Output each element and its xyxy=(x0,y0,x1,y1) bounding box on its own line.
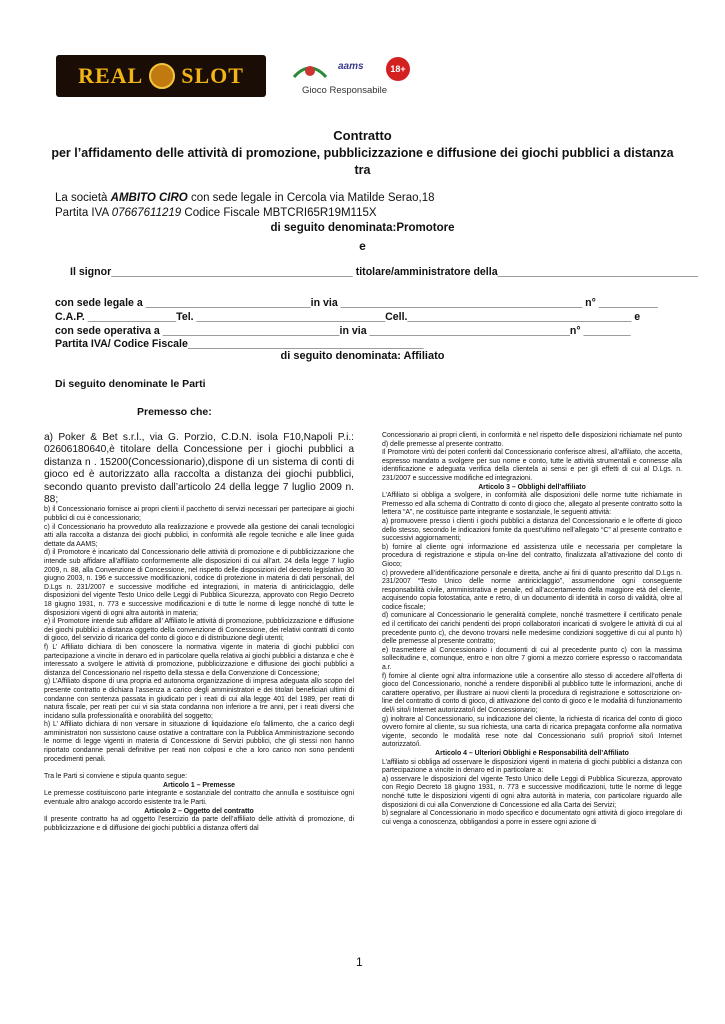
promoter-prefix: La società xyxy=(55,192,108,204)
article-3-c: c) provvedere all’identificazione personale e diretta, anche ai fini di quanto prescritto dal D.Lgs n. 231/2007 “Testo Unico delle norme antiriciclaggio”, assumendone ogni conseguente responsabilità civile, amministrativa e penale, ed all’accertamento della maggiore età del cliente, acquisendo copia fotostatica, ante e retro, di un documento di identità in corso di validità, oltre al codice fiscale; xyxy=(382,569,682,611)
premise-a: a) Poker & Bet s.r.l., via G. Porzio, C.D.N. isola F10,Napoli P.i.: 02606180640,è titolare della Concessione per i giochi pubblici a distanza n . 15200(Concessionario),dispone di un sistema di conti di gioco ed è autorizzato alla raccolta a distanza dei giochi pubblici, secondo quanto previsto dall’articolo 24 della legge 7 luglio 2009 n. 88; xyxy=(44,432,354,506)
role-promotore: Promotore xyxy=(396,222,455,234)
promoter-piva-label: Partita IVA xyxy=(55,207,109,219)
doc-title: Contratto xyxy=(333,128,392,143)
article-2-body: Il presente contratto ha ad oggetto l’esercizio da parte dell’affiliato delle attività di promozione, di pubblicizzazione e di diffusione dei giochi pubblici a distanza offerti dal xyxy=(44,816,354,832)
lion-icon xyxy=(149,63,175,89)
promoter-name: AMBITO CIRO xyxy=(110,192,188,204)
article-3-intro: L’Affiliato si obbliga a svolgere, in conformità alle disposizioni delle norme tutte richiamate in Premesso ed alla schema di Contratto di conto di gioco che, allegato al presente contratto sotto la lettera “A”, ne costituisce parte integrante e sostanziale, le seguenti attività: xyxy=(382,492,682,517)
promoter-sede: con sede legale in Cercola via Matilde Serao,18 xyxy=(190,192,435,204)
affiliate-piva-field[interactable]: Partita IVA/ Codice Fiscale________________________________________ xyxy=(55,338,424,350)
realslot-logo xyxy=(56,55,266,97)
page-number: 1 xyxy=(356,955,363,969)
affiliate-sede-legale-field[interactable]: con sede legale a ____________________________in via _________________________________________ n° __________ xyxy=(55,297,658,309)
conjunction-e: e xyxy=(359,239,366,253)
doc-tra: tra xyxy=(354,163,371,177)
article-4-b: b) segnalare al Concessionario in modo specifico e documentato ogni attività di gioco irregolare di cui venga a conoscenza, obbligandosi a porre in essere ogni azione di xyxy=(382,810,682,826)
article-3-f: f) fornire al cliente ogni altra informazione utile a consentire allo stesso di accedere all’offerta di gioco del Concessionario, nonché a rendere disponibili al pubblico tutte le informazioni, anche di carattere operativo, per illustrare ai nuovi clienti la procedura di registrazione e sottoscrizione on-line del contratto di conto di gioco, di attivazione del conto di gioco e le modalità di funzionamento del/i sito/i Internet autorizzato/i del Concessionario; xyxy=(382,672,682,714)
affiliate-denominata: di seguito denominata: Affiliato xyxy=(280,350,445,362)
rc-paragraph-1: Concessionario ai propri clienti, in conformità e nel rispetto delle disposizioni richiamate nel punto d) delle premesse al presente contratto. xyxy=(382,432,682,448)
agreement-intro: Tra le Parti si conviene e stipula quanto segue: xyxy=(44,773,188,781)
premise-b: b) il Concessionario fornisce ai propri clienti il pacchetto di servizi necessari per partecipare ai giochi pubblici di cui è concessionario; xyxy=(44,506,354,523)
article-4-intro: L’affiliato si obbliga ad osservare le disposizioni vigenti in materia di giochi pubblici a distanza con partecipazione a vincite in denaro ed in particolare a: xyxy=(382,758,682,775)
promoter-line xyxy=(55,192,435,204)
article-4-a: a) osservare le disposizioni del vigente Testo Unico delle Leggi di Pubblica Sicurezza, approvato con Regio Decreto 18 giugno 1931, n. 773 e successive modificazioni, tutte le norme di legge nonché tutte le disposizioni vigenti di ogni altra autorità in materia, con particolare riguardo alle disposizioni di cui alla Convenzione di Concessione ed alla Carta dei Servizi; xyxy=(382,775,682,809)
right-column xyxy=(382,432,682,827)
article-1-body: Le premesse costituiscono parte integrante e sostanziale del contratto che annulla e sostituisce ogni eventuale altro analogo accordo esistente tra le Parti. xyxy=(44,790,354,807)
premise-e: e) il Promotore intende sub affidare all’ Affiliato le attività di promozione, pubblicizzazione e diffusione dei giochi pubblici a distanza oggetto della convenzione di Concessione, dei relativi contratti di conto di gioco, del servizio di ricarica del conto di gioco e di distribuzione degli utenti; xyxy=(44,618,354,643)
age-18-icon: 18+ xyxy=(386,57,410,81)
article-3-b: b) fornire al cliente ogni informazione ed assistenza utile e necessaria per completare la procedura di registrazione e stipula on-line del contratto, finalizzata all’attivazione del conto di Gioco; xyxy=(382,543,682,568)
premise-d: d) il Promotore è incaricato dal Concessionario delle attività di promozione e di pubblicizzazione che intende sub affidare all’affiliato conformemente alle disposizioni di cui all’art. 24 della legge 7 luglio 2009, n. 88, alla Convenzione di Concessione, nel rispetto delle disposizioni del decreto legislativo 30 giugno 2003, n. 196 e successive modificazioni, codice di protezione in materia di dati personali, del D.Lgs n. 231/2007 e successive modifiche ed integrazioni, in materia di antiriciclaggio, delle disposizioni del vigente Testo Unico delle Leggi di Pubblica Sicurezza, approvato con Regio Decreto 18 giugno 1931, n. 773 e successive modificazioni e di tutte le norme di legge nonché di tutte le disposizioni vigenti di ogni altra autorità in materia; xyxy=(44,549,354,617)
parti-label: Di seguito denominate le Parti xyxy=(55,378,206,390)
article-3-g: g) inoltrare al Concessionario, su indicazione del cliente, la richiesta di ricarica del conto di gioco ovvero fornire al cliente, su sua richiesta, una carta di ricarica prepagata conforme alla normativa vigente, secondo le modalità rese note dal Concessionario sul/i proprio/i sito/i Internet autorizzato/i. xyxy=(382,715,682,749)
premise-c: c) il Concessionario ha provveduto alla realizzazione e provvede alla gestione dei canali tecnologici atti alla raccolta a distanza dei giochi pubblici, in conformità alle regole tecniche e alle linee guida dettate da AAMS; xyxy=(44,523,354,548)
affiliate-cap-field[interactable]: C.A.P. _______________Tel. ________________________________Cell.______________________________________ e xyxy=(55,311,641,323)
promoter-piva-line xyxy=(55,207,377,219)
premise-h: h) L’ Affiliato dichiara di non versare in situazione di liquidazione e/o fallimento, che a carico degli amministratori non sussistono cause ostative a contrattare con la Pubblica Amministrazione secondo le norme di legge vigenti in materia di Concessione di Servizi pubblici, che gli stessi non hanno riportato condanne penali definitive per reati non colposi e che a loro carico non sono pendenti procedimenti penali. xyxy=(44,721,354,763)
article-4-title: Articolo 4 – Ulteriori Obblighi e Responsabilità dell’Affiliato xyxy=(435,749,629,757)
left-column xyxy=(44,432,354,833)
responsible-gaming-label: Gioco Responsabile xyxy=(302,85,388,96)
rc-paragraph-2: Il Promotore virtù dei poteri conferiti dal Concessionario conferisce altresì, all’affiliato, che accetta, espresso mandato a svolgere per suo nome e conto, tutte le attività strumentali e connesse alla identificazione e adeguata verifica della clientela ai sensi e per gli effetti di cui al D.Lgs. n. 231/2007 e successive modifiche ed integrazioni. xyxy=(382,449,682,482)
promoter-piva: 07667611219 xyxy=(111,207,182,219)
article-1-title: Articolo 1 – Premesse xyxy=(162,781,235,789)
article-3-d: d) comunicare al Concessionario le generalità complete, nonché trasmettere il certificato penale ed il certificato dei carichi pendenti dei propri collaboratori incaricati di svolgere le attività di cui al precedente punto c), che devono trovarsi nelle medesime condizioni soggettive di cui al punto h) delle premesse al presente contratto; xyxy=(382,612,682,646)
affiliate-sede-operativa-field[interactable]: con sede operativa a ______________________________in via __________________________________n° ________ xyxy=(55,325,631,337)
article-3-title: Articolo 3 – Obblighi dell’affiliato xyxy=(478,483,586,491)
logo-text-left: REAL xyxy=(78,63,144,88)
affiliate-signor-field[interactable]: Il signor_________________________________________ titolare/amministratore della__________________________________ xyxy=(70,266,698,278)
promoter-denominata xyxy=(20,222,705,234)
gioco-responsabile-logo xyxy=(286,55,421,101)
premesso-heading: Premesso che: xyxy=(137,406,212,418)
aams-mark: aams xyxy=(338,61,364,72)
logo-text-right: SLOT xyxy=(181,63,244,88)
premise-g: g) L’Affiliato dispone di una propria ed autonoma organizzazione di impresa adeguata allo scopo del presente contratto e dichiara l’assenza a carico degli amministratori e dei titolari beneficiari ultimi di condanne con sentenza passata in giudicato per i reati di cui alla legge 401 del 1989, per reati di natura fiscale, per reati per cui vi sia stata condanna non inferiore a tre anni, per i reati diversi che incidano sulla professionalità e onorabilità del soggetto; xyxy=(44,678,354,720)
premise-f: f) L’ Affiliato dichiara di ben conoscere la normativa vigente in materia di giochi pubblici con partecipazione a vincite in denaro ed in particolare quella relativa ai giochi pubblici a distanza e che è interessato a svolgere le attività di promozione, pubblicizzazione e diffusione dei giochi pubblici a distanza del Concessionario nel rispetto della stessa e della Convenzione di Concessione; xyxy=(44,643,354,677)
article-3-e: e) trasmettere al Concessionario i documenti di cui al precedente punto c) con la massima sollecitudine e, comunque, entro e non oltre 7 giorni a mezzo corriere espresso o raccomandata a.r. xyxy=(382,646,682,672)
adm-seal-icon xyxy=(290,57,330,83)
promoter-cf: Codice Fiscale MBTCRI65R19M115X xyxy=(184,207,377,219)
denominata-label: di seguito denominata: xyxy=(270,222,397,234)
article-3-a: a) promuovere presso i clienti i giochi pubblici a distanza del Concessionario e le offerte di gioco dello stesso, secondo le indicazioni fornite da quest’ultimo nell’allegato “C” al presente contratto e successivi aggiornamenti; xyxy=(382,517,682,543)
article-2-title: Articolo 2 – Oggetto del contratto xyxy=(144,807,254,815)
doc-subtitle: per l’affidamento delle attività di promozione, pubblicizzazione e diffusione dei giochi pubblici a distanza xyxy=(51,146,674,160)
